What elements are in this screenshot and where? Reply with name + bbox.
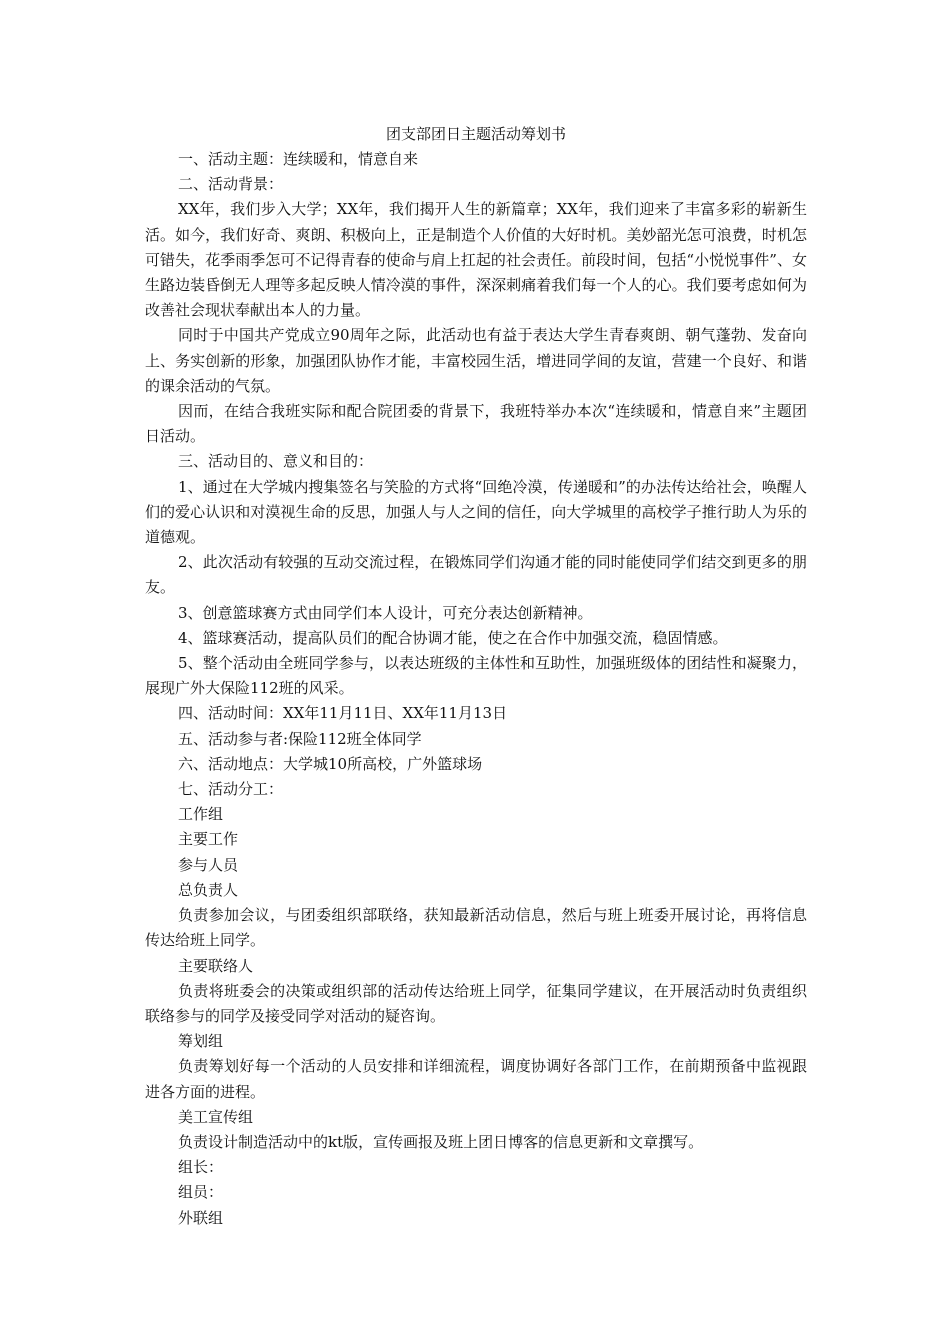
paragraph: 美工宣传组	[178, 1107, 254, 1126]
document-page	[145, 122, 807, 1231]
paragraph: 5、整个活动由全班同学参与，以表达班级的主体性和互助性，加强班级体的团结性和凝聚力，展现广外大保险112班的风采。	[145, 654, 807, 698]
paragraph: 一、活动主题：连续暖和，情意自来	[178, 150, 419, 168]
paragraph: 总负责人	[178, 880, 239, 899]
paragraph: 组员：	[178, 1183, 224, 1202]
document-title: 团支部团日主题活动筹划书	[385, 125, 566, 143]
paragraph: 四、活动时间：XX年11月11日、XX年11月13日	[178, 704, 508, 723]
paragraph: 因而，在结合我班实际和配合院团委的背景下，我班特举办本次“连续暖和，情意自来”主题团日活动。	[145, 402, 807, 446]
paragraph: 4、篮球赛活动，提高队员们的配合协调才能，使之在合作中加强交流，稳固情感。	[178, 628, 728, 647]
paragraph: 负责设计制造活动中的kt版，宣传画报及班上团日博客的信息更新和文章撰写。	[178, 1132, 704, 1151]
paragraph: 五、活动参与者:保险112班全体同学	[178, 729, 422, 748]
document-body	[145, 147, 807, 1231]
paragraph: 3、创意篮球赛方式由同学们本人设计，可充分表达创新精神。	[178, 603, 593, 622]
paragraph: 三、活动目的、意义和目的：	[178, 452, 374, 471]
paragraph: 二、活动背景：	[178, 175, 284, 194]
paragraph: 工作组	[178, 805, 224, 824]
paragraph: 主要联络人	[178, 956, 254, 975]
paragraph: 主要工作	[178, 830, 239, 849]
paragraph: 负责参加会议，与团委组织部联络，获知最新活动信息，然后与班上班委开展讨论，再将信息传达给班上同学。	[145, 906, 807, 950]
paragraph: 外联组	[178, 1208, 224, 1227]
paragraph: 六、活动地点：大学城10所高校，广外篮球场	[178, 754, 483, 773]
paragraph: 负责将班委会的决策或组织部的活动传达给班上同学，征集同学建议，在开展活动时负责组织联络参与的同学及接受同学对活动的疑咨询。	[145, 981, 807, 1025]
paragraph: 参与人员	[178, 855, 239, 874]
paragraph: 组长：	[178, 1158, 224, 1177]
paragraph: 筹划组	[178, 1032, 224, 1051]
paragraph: 负责筹划好每一个活动的人员安排和详细流程，调度协调好各部门工作，在前期预备中监视跟进各方面的进程。	[145, 1057, 807, 1101]
paragraph: XX年，我们步入大学；XX年，我们揭开人生的新篇章；XX年，我们迎来了丰富多彩的崭新生活。如今，我们好奇、爽朗、积极向上，正是制造个人价值的大好时机。美妙韶光怎可浪费，时机怎可错失，花季雨季怎可不记得青春的使命与肩上扛起的社会责任。前段时间，包括“小悦悦事件”、女生路边装昏倒无人理等多起反映人情冷漠的事件，深深刺痛着我们每一个人的心。我们要考虑如何为改善社会现状奉献出本人的力量。	[145, 200, 807, 320]
paragraph: 2、此次活动有较强的互动交流过程，在锻炼同学们沟通才能的同时能使同学们结交到更多的朋友。	[145, 553, 807, 597]
paragraph: 同时于中国共产党成立90周年之际，此活动也有益于表达大学生青春爽朗、朝气蓬勃、发奋向上、务实创新的形象，加强团队协作才能，丰富校园生活，增进同学间的友谊，营建一个良好、和谐的课余活动的气氛。	[145, 326, 807, 395]
paragraph: 七、活动分工：	[178, 780, 284, 799]
paragraph: 1、通过在大学城内搜集签名与笑脸的方式将“回绝冷漠，传递暖和”的办法传达给社会，唤醒人们的爱心认识和对漠视生命的反思，加强人与人之间的信任，向大学城里的高校学子推行助人为乐的道德观。	[145, 477, 807, 547]
